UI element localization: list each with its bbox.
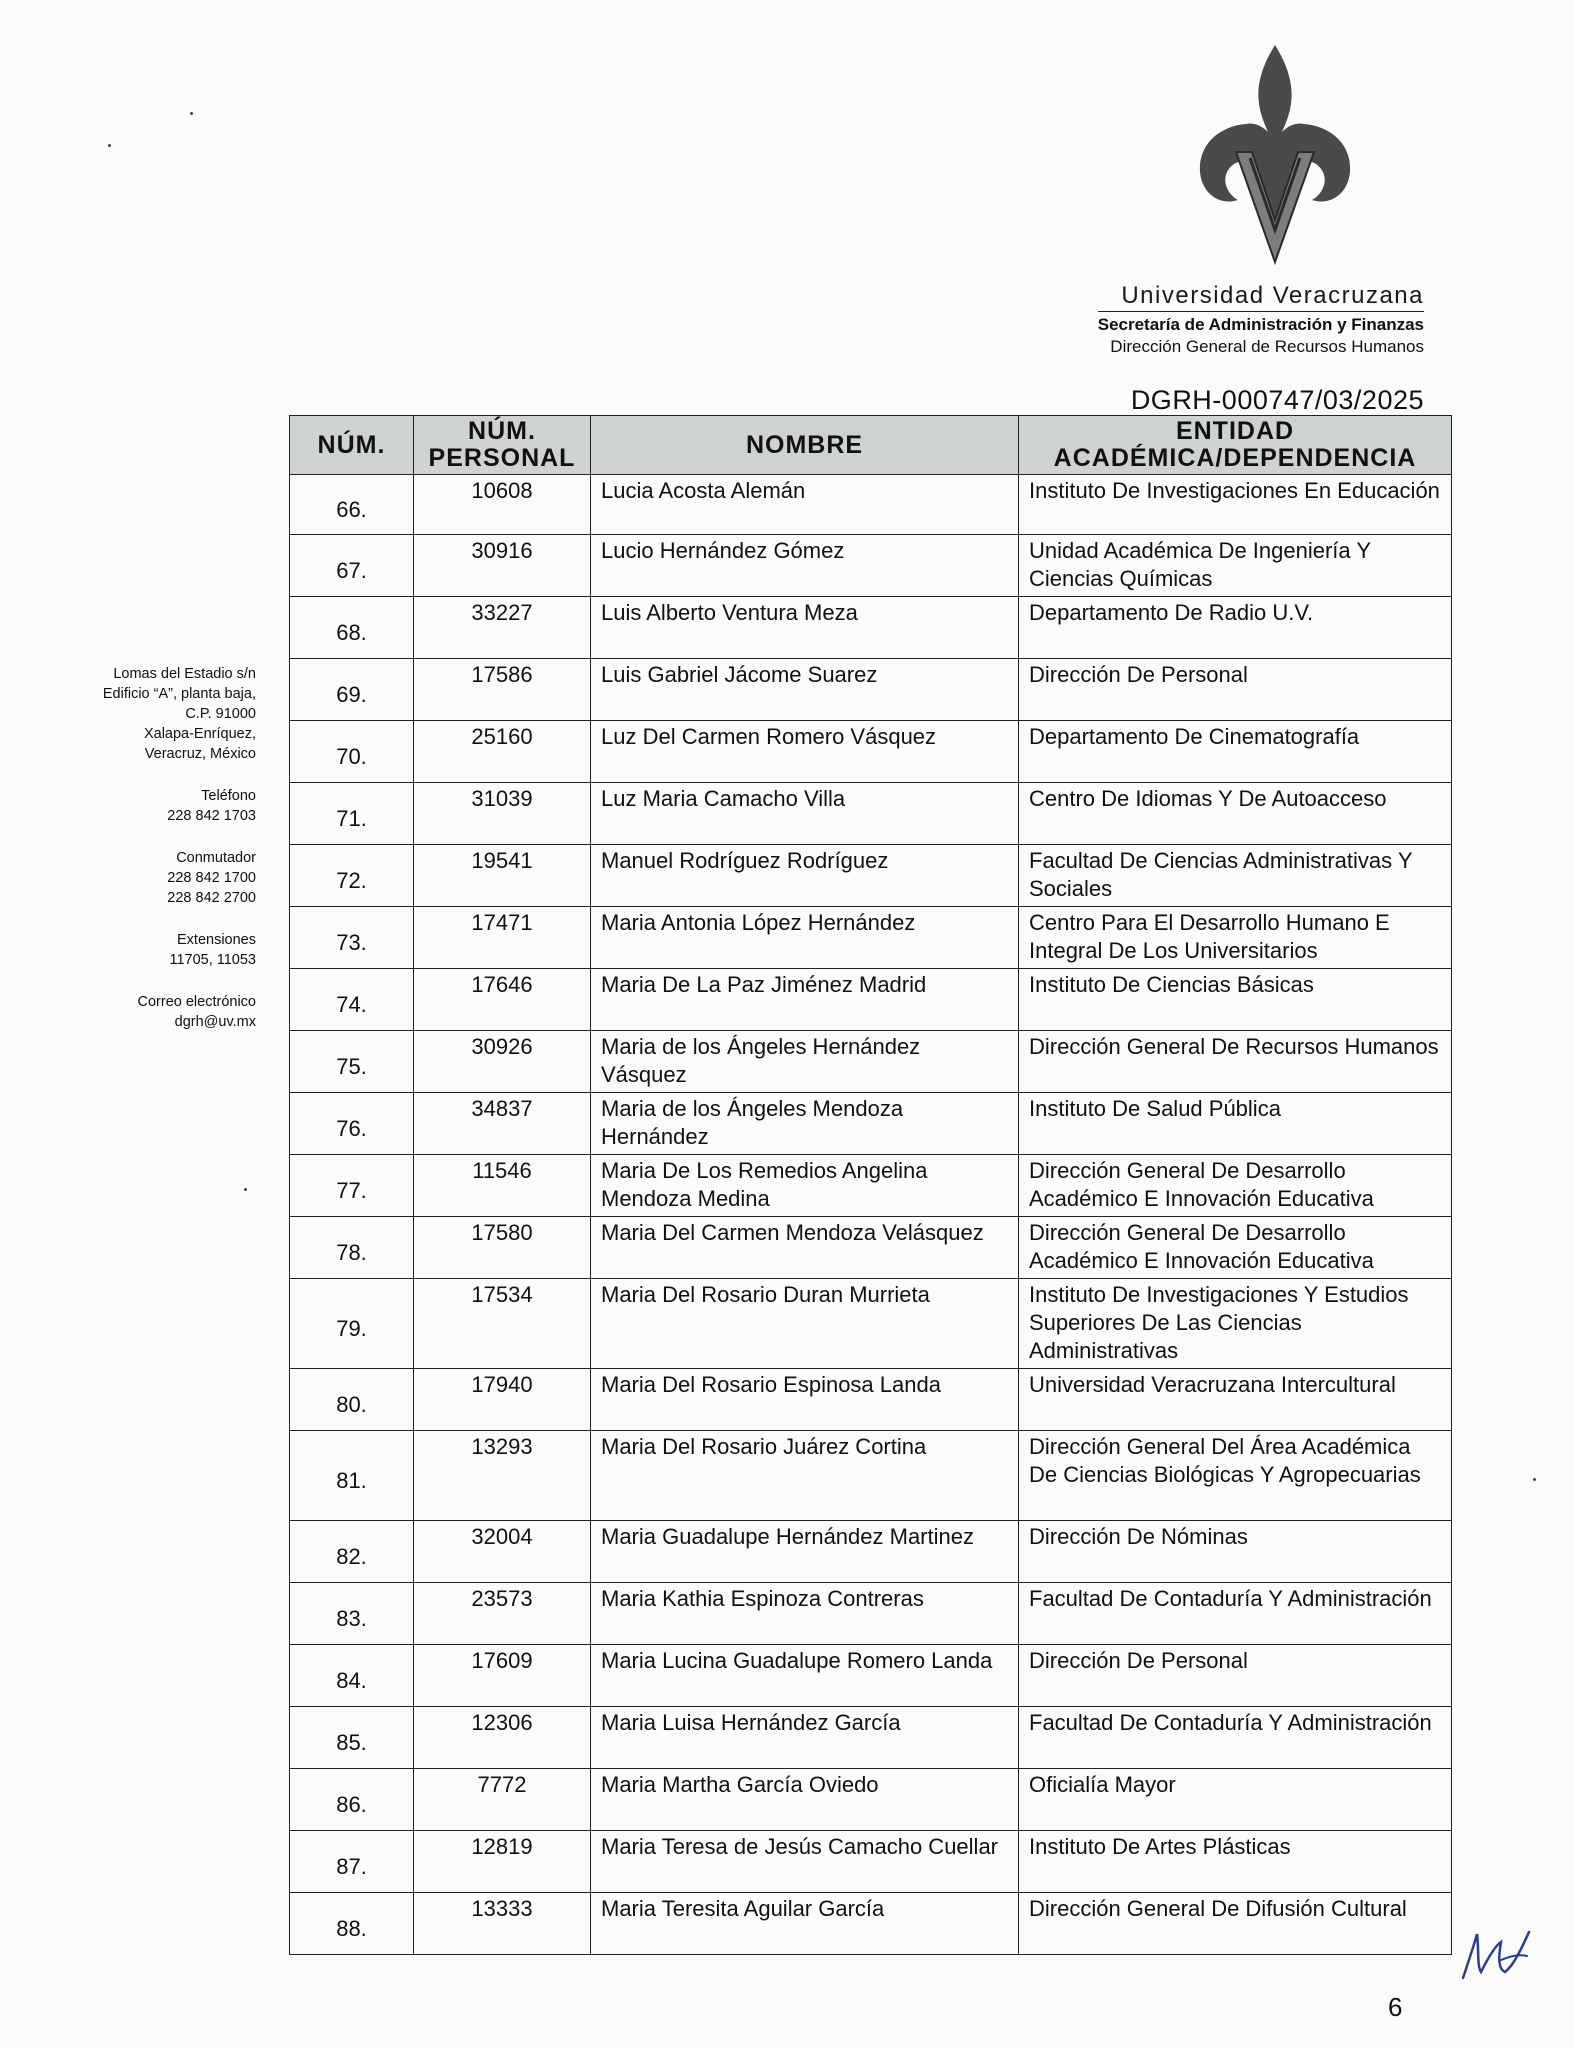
row-number: 76. (290, 1093, 414, 1155)
row-number: 88. (290, 1893, 414, 1955)
scan-speck (1533, 1478, 1536, 1481)
university-name: Universidad Veracruzana (1098, 282, 1424, 312)
header-name: NOMBRE (591, 416, 1019, 475)
header-entity (1019, 416, 1452, 475)
phone-number: 228 842 1703 (167, 808, 256, 824)
employee-name: Maria Martha García Oviedo (591, 1769, 1019, 1831)
switchboard-block (16, 848, 256, 908)
employee-name: Maria De Los Remedios Angelina Mendoza Medina (591, 1155, 1019, 1217)
switchboard-number: 228 842 1700 (167, 870, 256, 886)
personal-number: 7772 (414, 1769, 591, 1831)
employee-name: Maria Del Rosario Espinosa Landa (591, 1369, 1019, 1431)
personal-number: 13333 (414, 1893, 591, 1955)
academic-entity: Unidad Académica De Ingeniería Y Ciencias Químicas (1019, 535, 1452, 597)
email-address: dgrh@uv.mx (174, 1014, 256, 1030)
academic-entity: Facultad De Contaduría Y Administración (1019, 1707, 1452, 1769)
academic-entity: Dirección General De Difusión Cultural (1019, 1893, 1452, 1955)
personal-number: 17609 (414, 1645, 591, 1707)
phone-block (16, 786, 256, 826)
personal-number: 12819 (414, 1831, 591, 1893)
personal-number: 17586 (414, 659, 591, 721)
academic-entity: Facultad De Ciencias Administrativas Y Sociales (1019, 845, 1452, 907)
table-row (290, 597, 1452, 659)
table-row (290, 659, 1452, 721)
employee-name: Manuel Rodríguez Rodríguez (591, 845, 1019, 907)
table-row (290, 845, 1452, 907)
row-number: 69. (290, 659, 414, 721)
employee-name: Maria Del Rosario Duran Murrieta (591, 1279, 1019, 1369)
address-line: Veracruz, México (144, 746, 256, 762)
table-row (290, 1831, 1452, 1893)
header-num: NÚM. (290, 416, 414, 475)
signature-initials (1455, 1920, 1535, 1990)
employee-name: Maria Teresa de Jesús Camacho Cuellar (591, 1831, 1019, 1893)
address-block (16, 664, 256, 764)
row-number: 86. (290, 1769, 414, 1831)
employee-name: Lucio Hernández Gómez (591, 535, 1019, 597)
academic-entity: Dirección General Del Área Académica De Ciencias Biológicas Y Agropecuarias (1019, 1431, 1452, 1521)
table-row (290, 1217, 1452, 1279)
personal-number: 34837 (414, 1093, 591, 1155)
row-number: 66. (290, 475, 414, 535)
personal-number: 32004 (414, 1521, 591, 1583)
employee-name: Lucia Acosta Alemán (591, 475, 1019, 535)
row-number: 83. (290, 1583, 414, 1645)
personal-number: 10608 (414, 475, 591, 535)
personal-number: 25160 (414, 721, 591, 783)
table-row (290, 1583, 1452, 1645)
phone-label: Teléfono (201, 788, 256, 804)
address-line: Edificio “A”, planta baja, (102, 686, 256, 702)
contact-sidebar (16, 664, 256, 1054)
academic-entity: Instituto De Salud Pública (1019, 1093, 1452, 1155)
row-number: 77. (290, 1155, 414, 1217)
table-row (290, 535, 1452, 597)
table-row (290, 1769, 1452, 1831)
header-entity-line: ACADÉMICA/DEPENDENCIA (1053, 444, 1417, 472)
table-row (290, 969, 1452, 1031)
letterhead (1098, 282, 1424, 357)
academic-entity: Dirección General De Recursos Humanos (1019, 1031, 1452, 1093)
personal-number: 12306 (414, 1707, 591, 1769)
row-number: 70. (290, 721, 414, 783)
direction-name: Dirección General de Recursos Humanos (1110, 337, 1424, 356)
table-row (290, 721, 1452, 783)
address-line: Xalapa-Enríquez, (143, 726, 256, 742)
employee-name: Maria Teresita Aguilar García (591, 1893, 1019, 1955)
header-entity-line: ENTIDAD (1175, 417, 1295, 445)
scan-speck (244, 1188, 247, 1191)
personal-number: 31039 (414, 783, 591, 845)
employee-name: Maria Guadalupe Hernández Martinez (591, 1521, 1019, 1583)
page-number: 6 (1388, 1992, 1403, 2022)
academic-entity: Dirección General De Desarrollo Académico E Innovación Educativa (1019, 1155, 1452, 1217)
personal-number: 19541 (414, 845, 591, 907)
personal-number: 23573 (414, 1583, 591, 1645)
employee-name: Luz Del Carmen Romero Vásquez (591, 721, 1019, 783)
extensions-value: 11705, 11053 (169, 952, 256, 968)
academic-entity: Departamento De Cinematografía (1019, 721, 1452, 783)
row-number: 79. (290, 1279, 414, 1369)
employee-name: Maria Del Rosario Juárez Cortina (591, 1431, 1019, 1521)
employee-name: Maria Antonia López Hernández (591, 907, 1019, 969)
table-row (290, 1093, 1452, 1155)
academic-entity: Instituto De Investigaciones Y Estudios Superiores De Las Ciencias Administrativas (1019, 1279, 1452, 1369)
header-personal-line: NÚM. (468, 417, 536, 445)
extensions-label: Extensiones (177, 932, 256, 948)
row-number: 74. (290, 969, 414, 1031)
employee-name: Maria Del Carmen Mendoza Velásquez (591, 1217, 1019, 1279)
academic-entity: Universidad Veracruzana Intercultural (1019, 1369, 1452, 1431)
employee-name: Maria de los Ángeles Mendoza Hernández (591, 1093, 1019, 1155)
table-row (290, 1645, 1452, 1707)
table-row (290, 1031, 1452, 1093)
academic-entity: Dirección General De Desarrollo Académico E Innovación Educativa (1019, 1217, 1452, 1279)
table-row (290, 475, 1452, 535)
academic-entity: Centro Para El Desarrollo Humano E Integral De Los Universitarios (1019, 907, 1452, 969)
personal-number: 13293 (414, 1431, 591, 1521)
university-logo (1180, 40, 1370, 270)
employee-name: Maria Lucina Guadalupe Romero Landa (591, 1645, 1019, 1707)
academic-entity: Centro De Idiomas Y De Autoacceso (1019, 783, 1452, 845)
row-number: 85. (290, 1707, 414, 1769)
table-row (290, 783, 1452, 845)
personal-number: 17534 (414, 1279, 591, 1369)
table-body (290, 475, 1452, 1955)
row-number: 75. (290, 1031, 414, 1093)
switchboard-number: 228 842 2700 (167, 890, 256, 906)
employee-name: Maria Luisa Hernández García (591, 1707, 1019, 1769)
row-number: 78. (290, 1217, 414, 1279)
document-reference: DGRH-000747/03/2025 (1130, 385, 1424, 415)
row-number: 80. (290, 1369, 414, 1431)
switchboard-label: Conmutador (176, 850, 256, 866)
employee-name: Luz Maria Camacho Villa (591, 783, 1019, 845)
row-number: 82. (290, 1521, 414, 1583)
address-line: C.P. 91000 (185, 706, 256, 722)
row-number: 67. (290, 535, 414, 597)
row-number: 84. (290, 1645, 414, 1707)
personal-number: 30926 (414, 1031, 591, 1093)
employee-name: Maria Kathia Espinoza Contreras (591, 1583, 1019, 1645)
secretariat-name: Secretaría de Administración y Finanzas (1097, 315, 1424, 334)
row-number: 68. (290, 597, 414, 659)
academic-entity: Instituto De Investigaciones En Educación (1019, 475, 1452, 535)
academic-entity: Instituto De Ciencias Básicas (1019, 969, 1452, 1031)
row-number: 72. (290, 845, 414, 907)
row-number: 71. (290, 783, 414, 845)
personal-number: 30916 (414, 535, 591, 597)
employee-name: Maria de los Ángeles Hernández Vásquez (591, 1031, 1019, 1093)
header-personal-number (414, 416, 591, 475)
scan-speck (108, 144, 111, 147)
table-row (290, 1369, 1452, 1431)
employee-name: Maria De La Paz Jiménez Madrid (591, 969, 1019, 1031)
academic-entity: Dirección De Personal (1019, 1645, 1452, 1707)
email-label: Correo electrónico (137, 994, 256, 1010)
row-number: 81. (290, 1431, 414, 1521)
table-row (290, 1707, 1452, 1769)
scan-speck (190, 112, 193, 115)
table-row (290, 1431, 1452, 1521)
email-block (16, 992, 256, 1032)
personal-number: 11546 (414, 1155, 591, 1217)
academic-entity: Oficialía Mayor (1019, 1769, 1452, 1831)
row-number: 73. (290, 907, 414, 969)
table-row (290, 1155, 1452, 1217)
academic-entity: Departamento De Radio U.V. (1019, 597, 1452, 659)
table-header-row (290, 416, 1452, 475)
header-personal-line: PERSONAL (428, 444, 576, 472)
personal-number: 17940 (414, 1369, 591, 1431)
table-row (290, 1279, 1452, 1369)
employee-name: Luis Alberto Ventura Meza (591, 597, 1019, 659)
academic-entity: Dirección De Personal (1019, 659, 1452, 721)
academic-entity: Instituto De Artes Plásticas (1019, 1831, 1452, 1893)
address-line: Lomas del Estadio s/n (113, 666, 256, 682)
table-row (290, 1521, 1452, 1583)
academic-entity: Dirección De Nóminas (1019, 1521, 1452, 1583)
row-number: 87. (290, 1831, 414, 1893)
personnel-table (289, 415, 1452, 1955)
academic-entity: Facultad De Contaduría Y Administración (1019, 1583, 1452, 1645)
personal-number: 17646 (414, 969, 591, 1031)
personal-number: 33227 (414, 597, 591, 659)
table-row (290, 907, 1452, 969)
extensions-block (16, 930, 256, 970)
personal-number: 17580 (414, 1217, 591, 1279)
employee-name: Luis Gabriel Jácome Suarez (591, 659, 1019, 721)
personal-number: 17471 (414, 907, 591, 969)
table-row (290, 1893, 1452, 1955)
